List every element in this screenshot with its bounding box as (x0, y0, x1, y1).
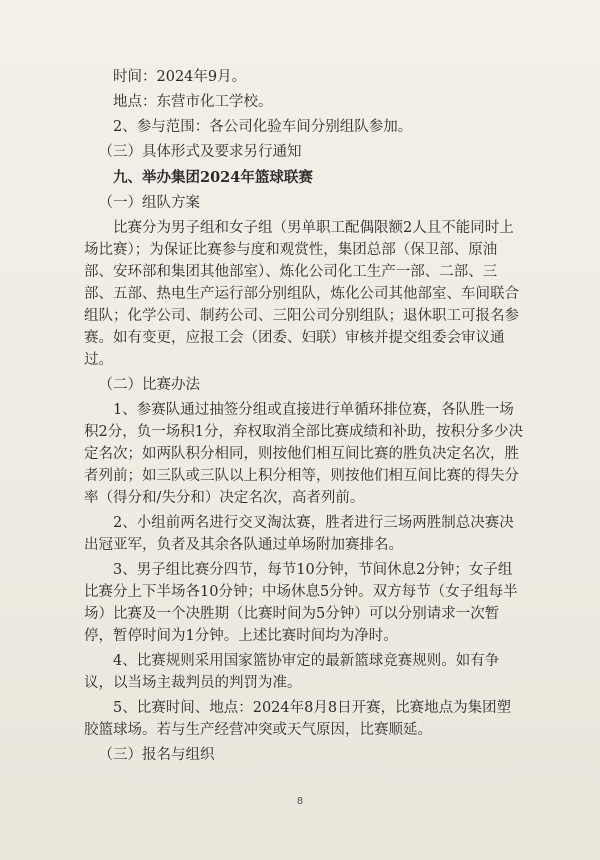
subsection-title-team: （一）组队方案 (98, 195, 200, 211)
subsection-title-method: （二）比赛办法 (98, 377, 200, 393)
detail-note-line: （三）具体形式及要求另行通知 (98, 144, 302, 160)
time-line: 时间：2024年9月。 (113, 69, 247, 85)
place-line: 地点：东营市化工学校。 (113, 94, 273, 110)
section-title: 九、举办集团2024年篮球联赛 (113, 169, 313, 186)
method-item-4: 4、比赛规则采用国家篮协审定的最新篮球竞赛规则。如有争议，以当场主裁判员的判罚为准。 (84, 653, 500, 691)
subsection-title-registration: （三）报名与组织 (98, 747, 215, 763)
page-number: 8 (296, 796, 304, 807)
method-item-2: 2、小组前两名进行交叉淘汰赛，胜者进行三场两胜制总决赛决出冠亚军，负者及其余各队通过单场附加赛排名。 (84, 515, 514, 553)
document-body (84, 66, 524, 769)
scope-line: 2、参与范围：各公司化验车间分别组队参加。 (113, 119, 413, 135)
method-item-1: 1、参赛队通过抽签分组或直接进行单循环排位赛，各队胜一场积2分，负一场积1分，弃权取消全部比赛成绩和补助，按积分多少决定名次；如两队积分相同，则按他们相互间比赛的胜负决定名次，胜者列前；如三队或三队以上积分相等，则按他们相互间比赛的得失分率（得分和/失分和）决定名次，高者列前。 (84, 402, 523, 506)
team-plan-paragraph: 比赛分为男子组和女子组（男单职工配偶限额2人且不能同时上场比赛）；为保证比赛参与度和观赏性，集团总部（保卫部、原油部、安环部和集团其他部室）、炼化公司化工生产一部、二部、三部、五部、热电生产运行部分别组队，炼化公司其他部室、车间联合组队；化学公司、制药公司、三阳公司分别组队；退休职工可报名参赛。如有变更，应报工会（团委、妇联）审核并提交组委会审议通过。 (84, 220, 519, 368)
method-item-5: 5、比赛时间、地点：2024年8月8日开赛，比赛地点为集团塑胶篮球场。若与生产经营冲突或天气原因，比赛顺延。 (84, 700, 512, 738)
method-item-3: 3、男子组比赛分四节，每节10分钟，节间休息2分钟；女子组比赛分上下半场各10分钟；中场休息5分钟。双方每节（女子组每半场）比赛及一个决胜期（比赛时间为5分钟）可以分别请求一次暂停，暂停时间为1分钟。上述比赛时间均为净时。 (84, 562, 518, 644)
